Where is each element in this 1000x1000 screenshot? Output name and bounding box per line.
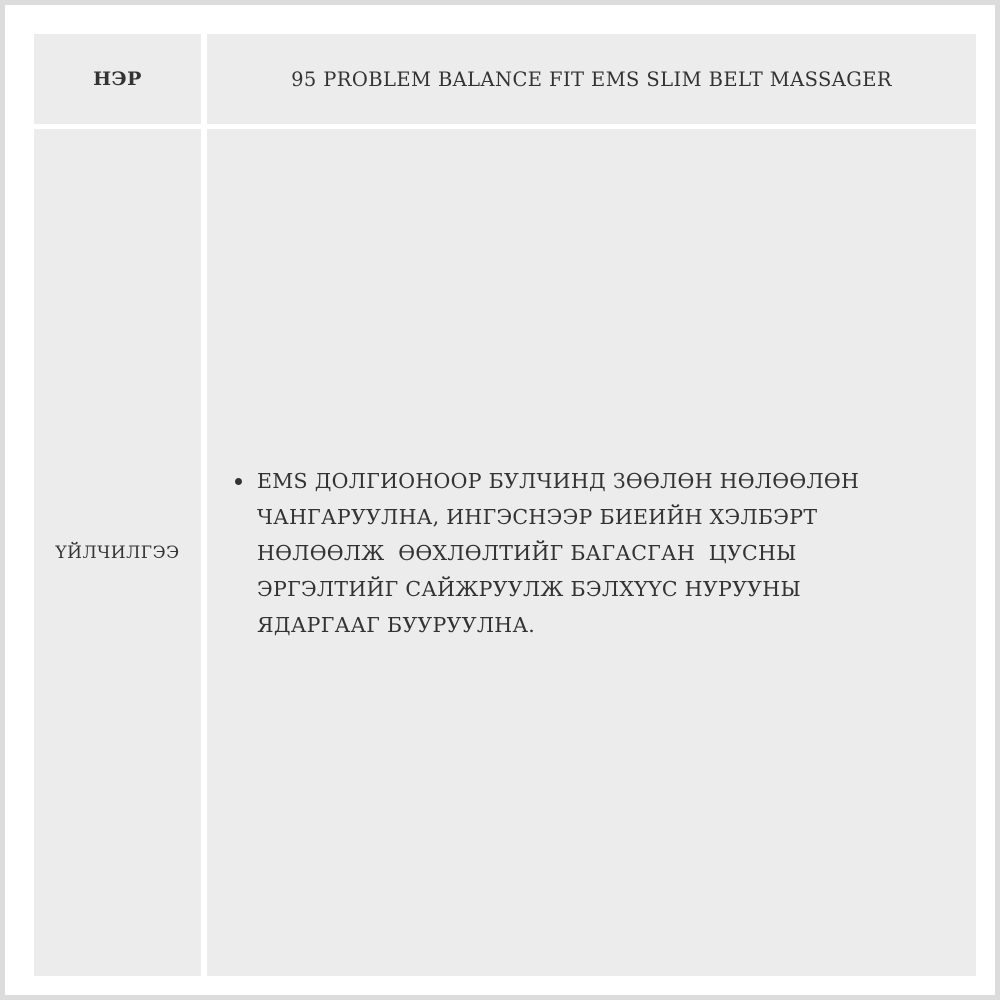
effect-label: ҮЙЛЧИЛГЭЭ [55, 542, 180, 563]
effect-text: EMS ДОЛГИОНООР БУЛЧИНД ЗӨӨЛӨН НӨЛӨӨЛӨН ЧАНГАРУУЛНА, ИНГЭСНЭЭР БИЕИЙН ХЭЛБЭРТ НӨЛӨӨЛЖ ӨӨХЛӨЛТИЙГ БАГАСГАН ЦУСНЫ ЭРГЭЛТИЙГ САЙЖРУУЛЖ БЭЛХҮҮС НУРУУНЫ ЯДАРГААГ БУУРУУЛНА. [257, 468, 867, 637]
effect-list [233, 463, 917, 643]
effect-label-cell [34, 129, 201, 976]
product-name: 95 PROBLEM BALANCE FIT EMS SLIM BELT MASSAGER [291, 67, 892, 91]
effect-value-cell [207, 129, 976, 976]
effect-list-item [233, 463, 917, 643]
name-label: НЭР [93, 68, 142, 90]
name-value-cell [207, 34, 976, 124]
name-label-cell [34, 34, 201, 124]
bullet-icon [235, 478, 242, 485]
